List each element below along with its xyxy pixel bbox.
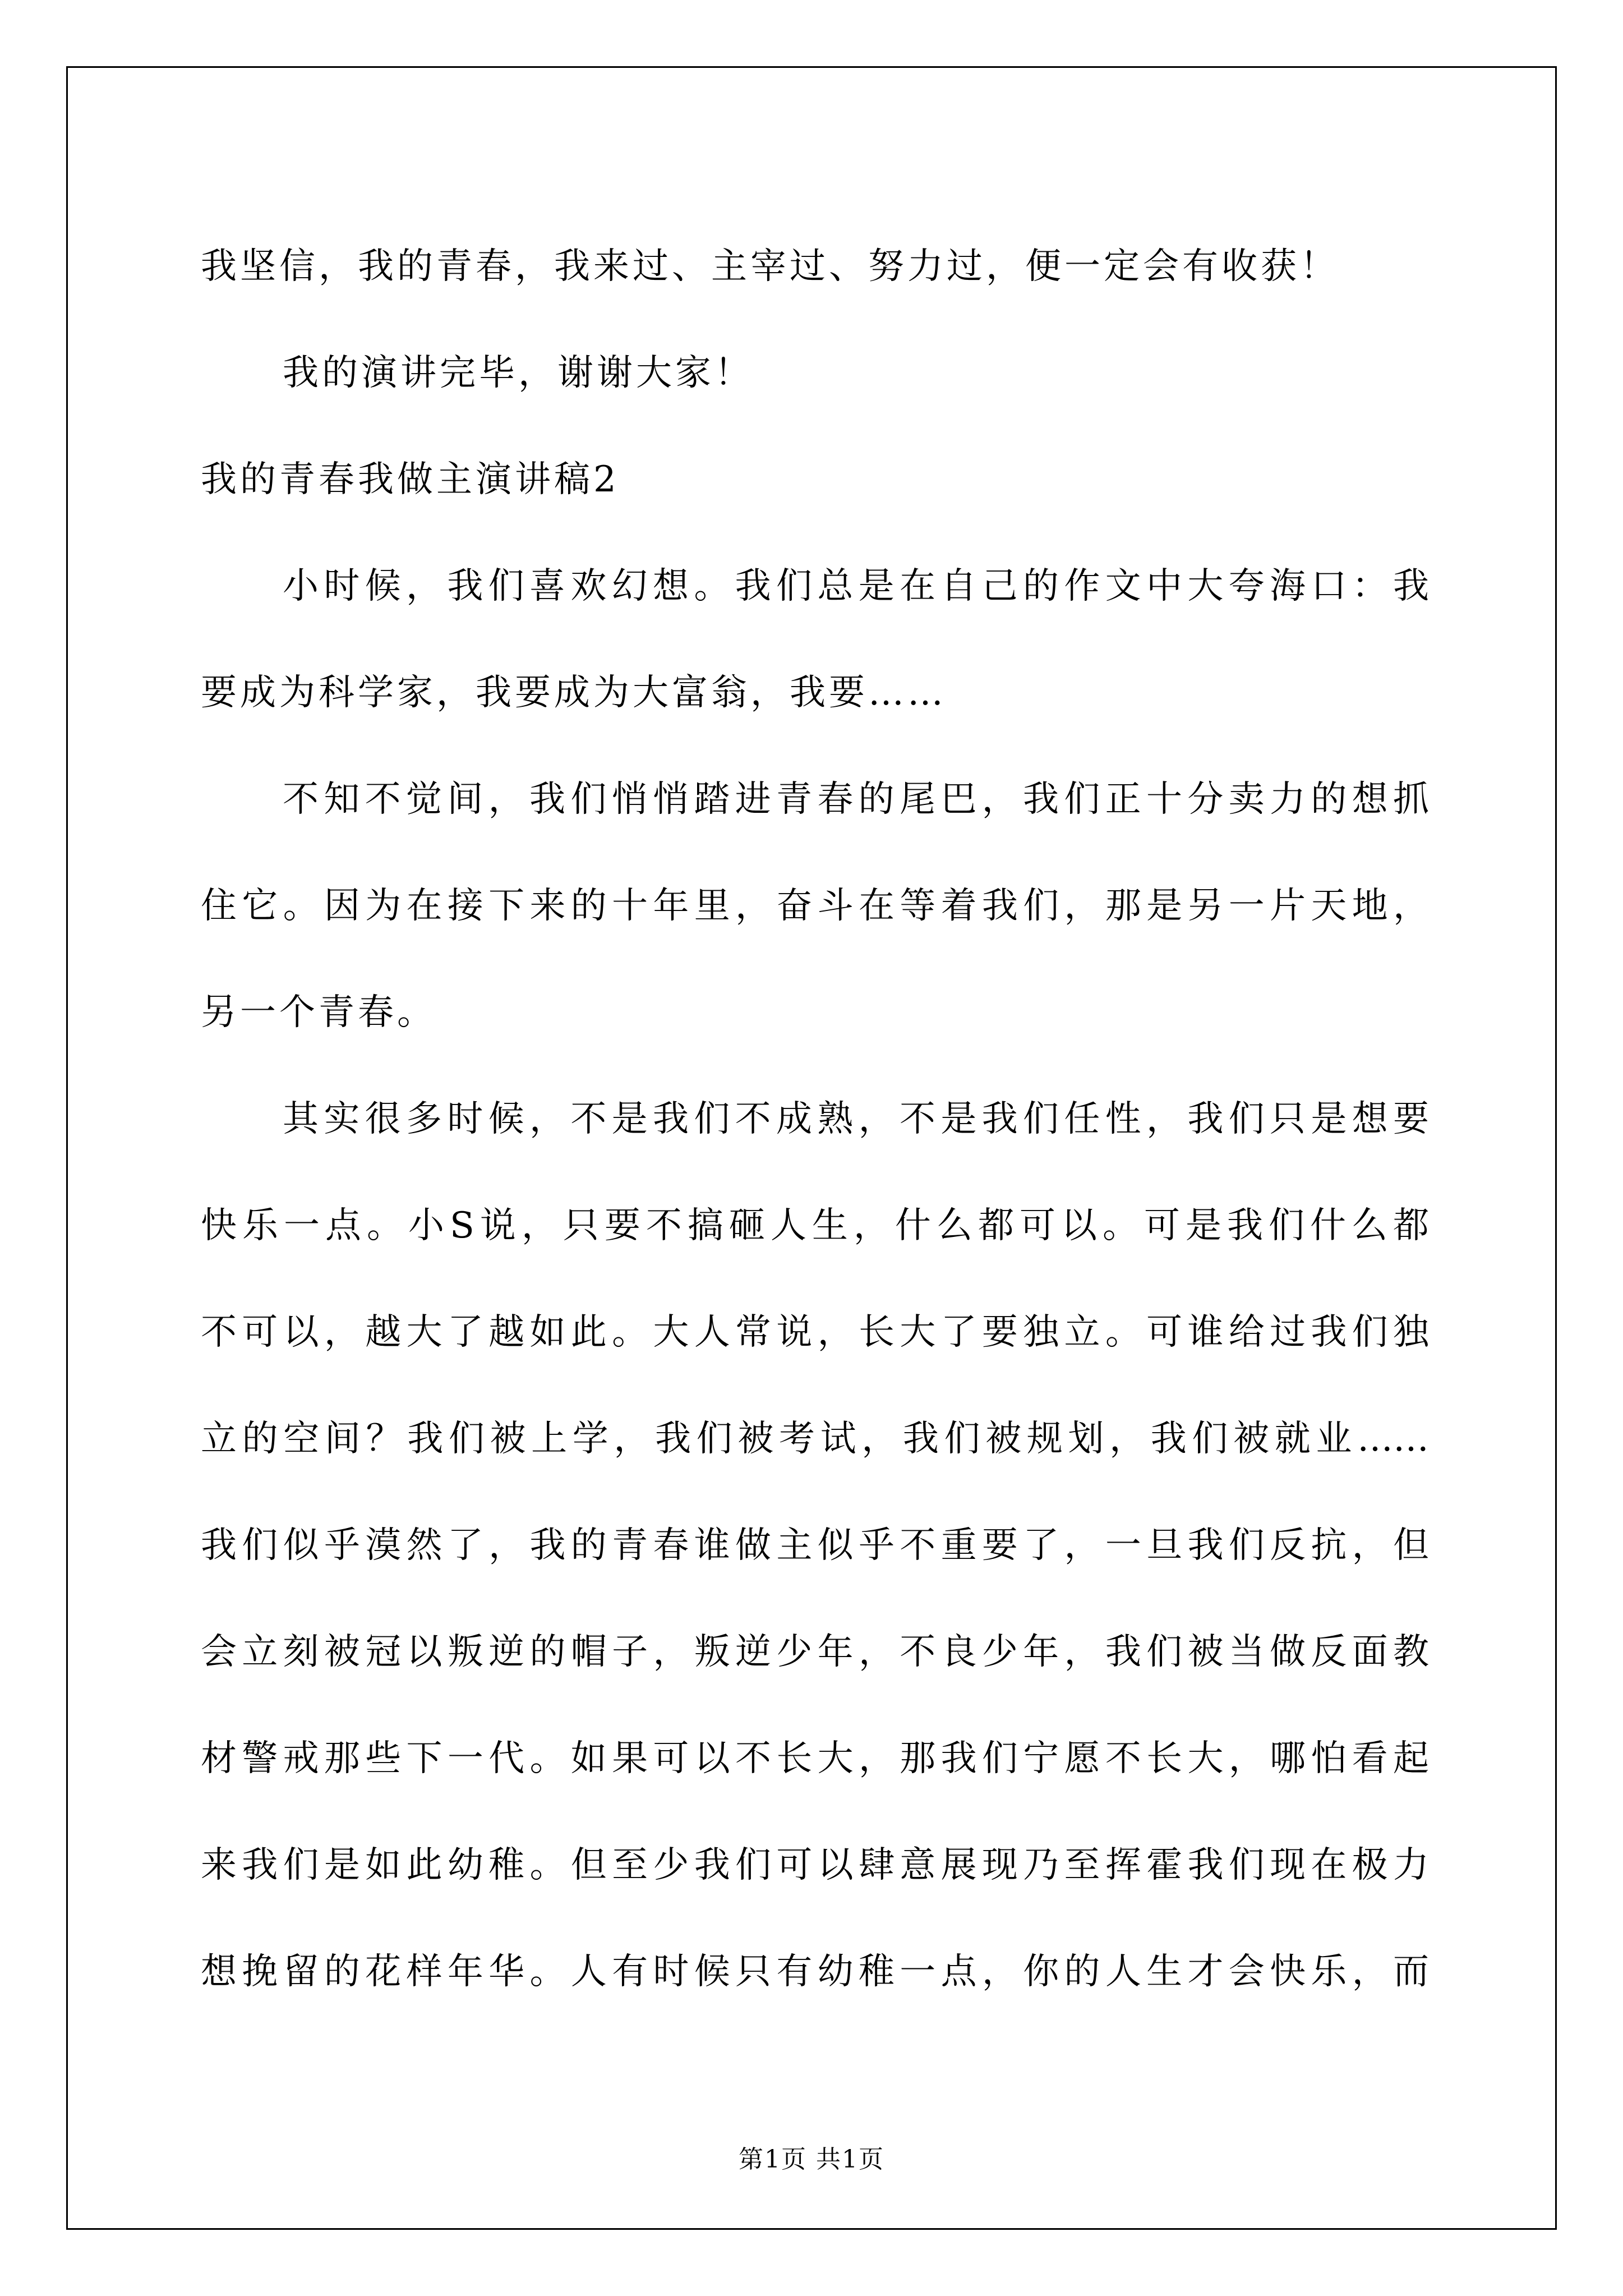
text-line: 我的青春我做主演讲稿2 [201,459,620,500]
text-line: 小时候，我们喜欢幻想。我们总是在自己的作文中大夸海口：我 [283,565,1429,607]
text-line: 立的空间？我们被上学，我们被考试，我们被规划，我们被就业…… [201,1418,1429,1460]
text-line: 我的演讲完毕，谢谢大家！ [283,352,754,394]
page-footer: 第1页 共1页 [739,2145,884,2174]
text-line: 其实很多时候，不是我们不成熟，不是我们任性，我们只是想要 [283,1098,1429,1140]
text-line: 材警戒那些下一代。如果可以不长大，那我们宁愿不长大，哪怕看起 [201,1738,1429,1779]
text-line: 另一个青春。 [201,992,436,1033]
text-line: 来我们是如此幼稚。但至少我们可以肆意展现乃至挥霍我们现在极力 [201,1844,1429,1886]
text-line: 想挽留的花样年华。人有时候只有幼稚一点，你的人生才会快乐，而 [201,1951,1429,1993]
text-line: 不知不觉间，我们悄悄踏进青春的尾巴，我们正十分卖力的想抓 [283,779,1429,820]
text-line: 不可以，越大了越如此。大人常说，长大了要独立。可谁给过我们独 [201,1312,1429,1353]
document-body [201,213,1429,2025]
text-line: 我们似乎漠然了，我的青春谁做主似乎不重要了，一旦我们反抗，但 [201,1525,1429,1566]
text-line: 我坚信，我的青春，我来过、主宰过、努力过，便一定会有收获！ [201,246,1339,287]
text-line: 快乐一点。小S说，只要不搞砸人生，什么都可以。可是我们什么都 [201,1205,1429,1246]
text-line: 要成为科学家，我要成为大富翁，我要…… [201,672,947,714]
text-line: 住它。因为在接下来的十年里，奋斗在等着我们，那是另一片天地， [201,885,1429,927]
text-line: 会立刻被冠以叛逆的帽子，叛逆少年，不良少年，我们被当做反面教 [201,1631,1429,1673]
